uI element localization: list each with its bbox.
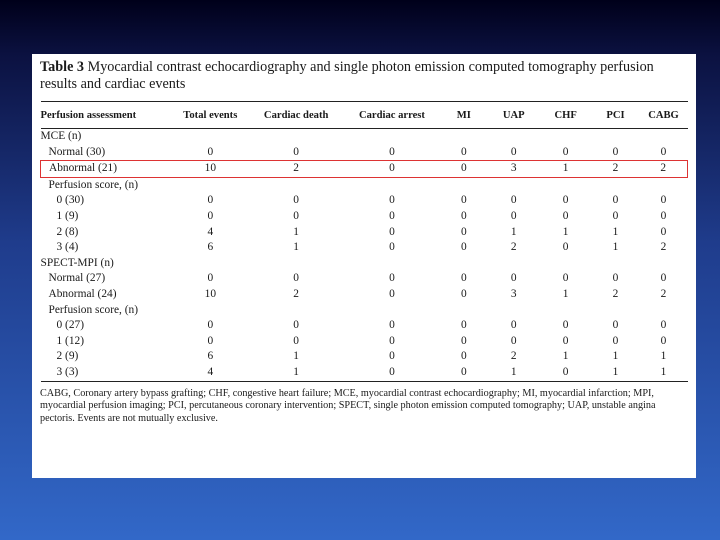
table-cell: 0 bbox=[460, 194, 467, 207]
row-label: SPECT-MPI (n) bbox=[40, 256, 114, 269]
table-cell: 0 bbox=[660, 225, 667, 238]
table-cell: 1 bbox=[488, 365, 540, 381]
table-cell bbox=[592, 303, 640, 319]
table-row bbox=[41, 349, 688, 365]
table-cell: 1 bbox=[639, 365, 687, 381]
table-cell: 2 bbox=[510, 241, 517, 254]
row-label: Abnormal (24) bbox=[48, 287, 117, 300]
table-cell: 0 bbox=[389, 241, 395, 254]
table-cell: 0 bbox=[344, 365, 440, 381]
table-cell: 0 bbox=[612, 319, 619, 332]
table-cell: 0 bbox=[207, 209, 214, 222]
table-cell: 0 bbox=[660, 145, 667, 158]
table-cell bbox=[488, 177, 540, 193]
table-cell bbox=[344, 256, 440, 272]
row-label: 1 (9) bbox=[56, 209, 79, 222]
table-cell: 0 bbox=[540, 365, 592, 381]
table-cell: 0 bbox=[660, 272, 667, 285]
table-cell: 0 bbox=[389, 319, 395, 332]
table-cell: 0 bbox=[510, 209, 517, 222]
table-cell bbox=[540, 177, 592, 193]
table-cell: 0 bbox=[612, 209, 619, 222]
table-cell: 0 bbox=[293, 209, 299, 222]
table-cell bbox=[488, 256, 540, 272]
table-cell: 0 bbox=[344, 161, 440, 178]
table-cell: 0 bbox=[389, 209, 395, 222]
table-cell: 0 bbox=[562, 334, 569, 347]
table-body bbox=[41, 129, 688, 382]
table-title bbox=[40, 59, 688, 93]
row-label: MCE (n) bbox=[40, 130, 82, 142]
table-cell: 0 bbox=[293, 145, 299, 158]
table-cell: 0 bbox=[510, 145, 517, 158]
table-cell: 0 bbox=[389, 194, 395, 207]
table-cell: 0 bbox=[562, 194, 569, 207]
table-number: Table 3 bbox=[40, 59, 85, 75]
table-cell: 0 bbox=[660, 194, 667, 207]
table-cell: 2 bbox=[660, 241, 667, 254]
table-cell bbox=[440, 129, 488, 145]
table-cell bbox=[592, 129, 640, 145]
table-cell bbox=[172, 129, 248, 145]
table-cell: 0 bbox=[562, 145, 569, 158]
table-cell bbox=[344, 303, 440, 319]
row-label: Normal (30) bbox=[48, 145, 106, 158]
table-cell: 3 bbox=[510, 287, 517, 300]
table-cell bbox=[440, 303, 488, 319]
table-cell: 1 bbox=[293, 350, 299, 363]
table-cell: 1 bbox=[293, 241, 299, 254]
row-label: 3 (3) bbox=[41, 365, 173, 381]
table-cell: 0 bbox=[389, 350, 395, 363]
table-cell: 0 bbox=[562, 209, 569, 222]
table-caption: Myocardial contrast echocardiography and single photon emission computed tomography perfusion results and cardiac events bbox=[40, 59, 654, 92]
column-header: CHF bbox=[540, 102, 592, 129]
table-footnote: CABG, Coronary artery bypass grafting; CHF, congestive heart failure; MCE, myocardial contrast echocardiography; MI, myocardial infarction; MPI, myocardial perfusion imaging; PCI, percutaneous coronary intervention; SPECT, single photon emission computed tomography; UAP, unstable angina pectoris. Events are not mutually exclusive. bbox=[40, 387, 656, 424]
table-cell: 0 bbox=[660, 319, 667, 332]
column-header: Total events bbox=[172, 102, 248, 129]
table-cell: 0 bbox=[293, 319, 299, 332]
row-label: Perfusion score, (n) bbox=[48, 178, 139, 191]
table-cell bbox=[440, 256, 488, 272]
column-header: CABG bbox=[639, 102, 687, 129]
table-cell: 4 bbox=[172, 365, 248, 381]
table-row bbox=[41, 225, 688, 241]
table-cell: 1 bbox=[612, 241, 619, 254]
table-cell bbox=[592, 256, 640, 272]
table-cell: 0 bbox=[612, 145, 619, 158]
table-cell: 0 bbox=[612, 194, 619, 207]
table-cell: 1 bbox=[540, 161, 592, 178]
table-cell: 0 bbox=[293, 194, 299, 207]
table-row bbox=[41, 334, 688, 350]
row-label: 0 (27) bbox=[56, 319, 85, 332]
table-cell bbox=[344, 177, 440, 193]
table-cell: 0 bbox=[660, 334, 667, 347]
table-cell bbox=[540, 256, 592, 272]
table-cell: 0 bbox=[562, 319, 569, 332]
table-cell: 0 bbox=[562, 272, 569, 285]
table-cell bbox=[592, 177, 640, 193]
table-row bbox=[41, 240, 688, 256]
table-row bbox=[41, 365, 688, 381]
table-cell: 0 bbox=[440, 161, 488, 178]
table-cell: 0 bbox=[460, 225, 467, 238]
table-cell: 3 bbox=[488, 161, 540, 178]
table-cell bbox=[639, 177, 687, 193]
table-cell: 0 bbox=[389, 334, 395, 347]
table-cell bbox=[540, 303, 592, 319]
table-cell: 1 bbox=[612, 350, 619, 363]
table-cell: 0 bbox=[612, 334, 619, 347]
row-label: 2 (8) bbox=[56, 225, 79, 238]
table-cell: 0 bbox=[460, 287, 467, 300]
table-cell bbox=[344, 129, 440, 145]
table-cell: 10 bbox=[172, 161, 248, 178]
table-cell bbox=[488, 303, 540, 319]
group-heading-row bbox=[41, 129, 688, 145]
table-row bbox=[41, 145, 688, 161]
table-cell: 0 bbox=[612, 272, 619, 285]
table-row bbox=[41, 271, 688, 287]
table-cell bbox=[172, 256, 248, 272]
table-row bbox=[41, 209, 688, 225]
table-cell: 1 bbox=[562, 287, 569, 300]
column-header: MI bbox=[440, 102, 488, 129]
table-row bbox=[41, 318, 688, 334]
row-label: Normal (27) bbox=[48, 272, 106, 285]
table-cell: 0 bbox=[510, 272, 517, 285]
table-row bbox=[41, 193, 688, 209]
table-cell: 1 bbox=[510, 225, 517, 238]
table-cell: 1 bbox=[592, 365, 640, 381]
table-cell: 0 bbox=[510, 319, 517, 332]
table-cell: 0 bbox=[207, 319, 214, 332]
table-cell: 0 bbox=[460, 334, 467, 347]
table-cell: 2 bbox=[293, 287, 299, 300]
table-cell: 6 bbox=[207, 350, 214, 363]
table-cell: 0 bbox=[293, 334, 299, 347]
table-cell: 0 bbox=[562, 241, 569, 254]
row-label: Abnormal (21) bbox=[41, 161, 173, 178]
row-label: 0 (30) bbox=[56, 194, 85, 207]
table-cell bbox=[540, 129, 592, 145]
row-label: 3 (4) bbox=[56, 241, 79, 254]
table-cell bbox=[172, 177, 248, 193]
table-cell bbox=[488, 129, 540, 145]
table-cell bbox=[440, 177, 488, 193]
column-header: UAP bbox=[488, 102, 540, 129]
group-heading-row bbox=[41, 256, 688, 272]
table-cell: 0 bbox=[389, 145, 395, 158]
table-cell: 1 bbox=[562, 350, 569, 363]
table-cell: 6 bbox=[207, 241, 214, 254]
table-cell: 10 bbox=[204, 287, 217, 300]
table-cell bbox=[639, 303, 687, 319]
table-cell: 0 bbox=[510, 194, 517, 207]
table-cell: 1 bbox=[660, 350, 667, 363]
table-cell: 0 bbox=[207, 194, 214, 207]
table-cell bbox=[639, 256, 687, 272]
table-cell: 0 bbox=[207, 145, 214, 158]
table-cell: 4 bbox=[207, 225, 214, 238]
table-cell: 0 bbox=[660, 209, 667, 222]
table-cell bbox=[248, 303, 344, 319]
table-cell: 2 bbox=[612, 287, 619, 300]
table-cell: 0 bbox=[389, 287, 395, 300]
table-cell bbox=[248, 129, 344, 145]
table-cell: 0 bbox=[207, 334, 214, 347]
row-label: 1 (12) bbox=[56, 334, 85, 347]
results-table bbox=[40, 101, 688, 382]
table-cell: 0 bbox=[440, 365, 488, 381]
table-cell: 0 bbox=[389, 272, 395, 285]
table-cell: 0 bbox=[510, 334, 517, 347]
table-cell: 0 bbox=[460, 145, 467, 158]
group-heading-row bbox=[41, 177, 688, 193]
table-cell: 0 bbox=[460, 319, 467, 332]
table-cell: 1 bbox=[612, 225, 619, 238]
group-heading-row bbox=[41, 303, 688, 319]
table-cell: 0 bbox=[293, 272, 299, 285]
column-header: PCI bbox=[592, 102, 640, 129]
table-cell: 1 bbox=[562, 225, 569, 238]
table-cell: 1 bbox=[293, 225, 299, 238]
table-cell bbox=[639, 129, 687, 145]
table-cell: 2 bbox=[510, 350, 517, 363]
table-cell: 0 bbox=[460, 241, 467, 254]
table-cell bbox=[172, 303, 248, 319]
table-cell: 0 bbox=[207, 272, 214, 285]
column-header: Cardiac death bbox=[248, 102, 344, 129]
table-cell bbox=[248, 256, 344, 272]
table-header-row bbox=[41, 102, 688, 129]
slide-table-image bbox=[32, 54, 696, 478]
table-cell: 2 bbox=[639, 161, 687, 178]
table-row bbox=[41, 161, 688, 178]
table-cell: 0 bbox=[460, 272, 467, 285]
table-cell: 0 bbox=[460, 209, 467, 222]
table-cell bbox=[248, 177, 344, 193]
table-cell: 2 bbox=[592, 161, 640, 178]
table-cell: 1 bbox=[248, 365, 344, 381]
table-cell: 0 bbox=[389, 225, 395, 238]
table-cell: 2 bbox=[248, 161, 344, 178]
column-header: Perfusion assessment bbox=[41, 102, 173, 129]
table-row bbox=[41, 287, 688, 303]
row-label: Perfusion score, (n) bbox=[48, 303, 139, 316]
table-cell: 0 bbox=[460, 350, 467, 363]
column-header: Cardiac arrest bbox=[344, 102, 440, 129]
row-label: 2 (9) bbox=[56, 350, 79, 363]
table-cell: 2 bbox=[660, 287, 667, 300]
